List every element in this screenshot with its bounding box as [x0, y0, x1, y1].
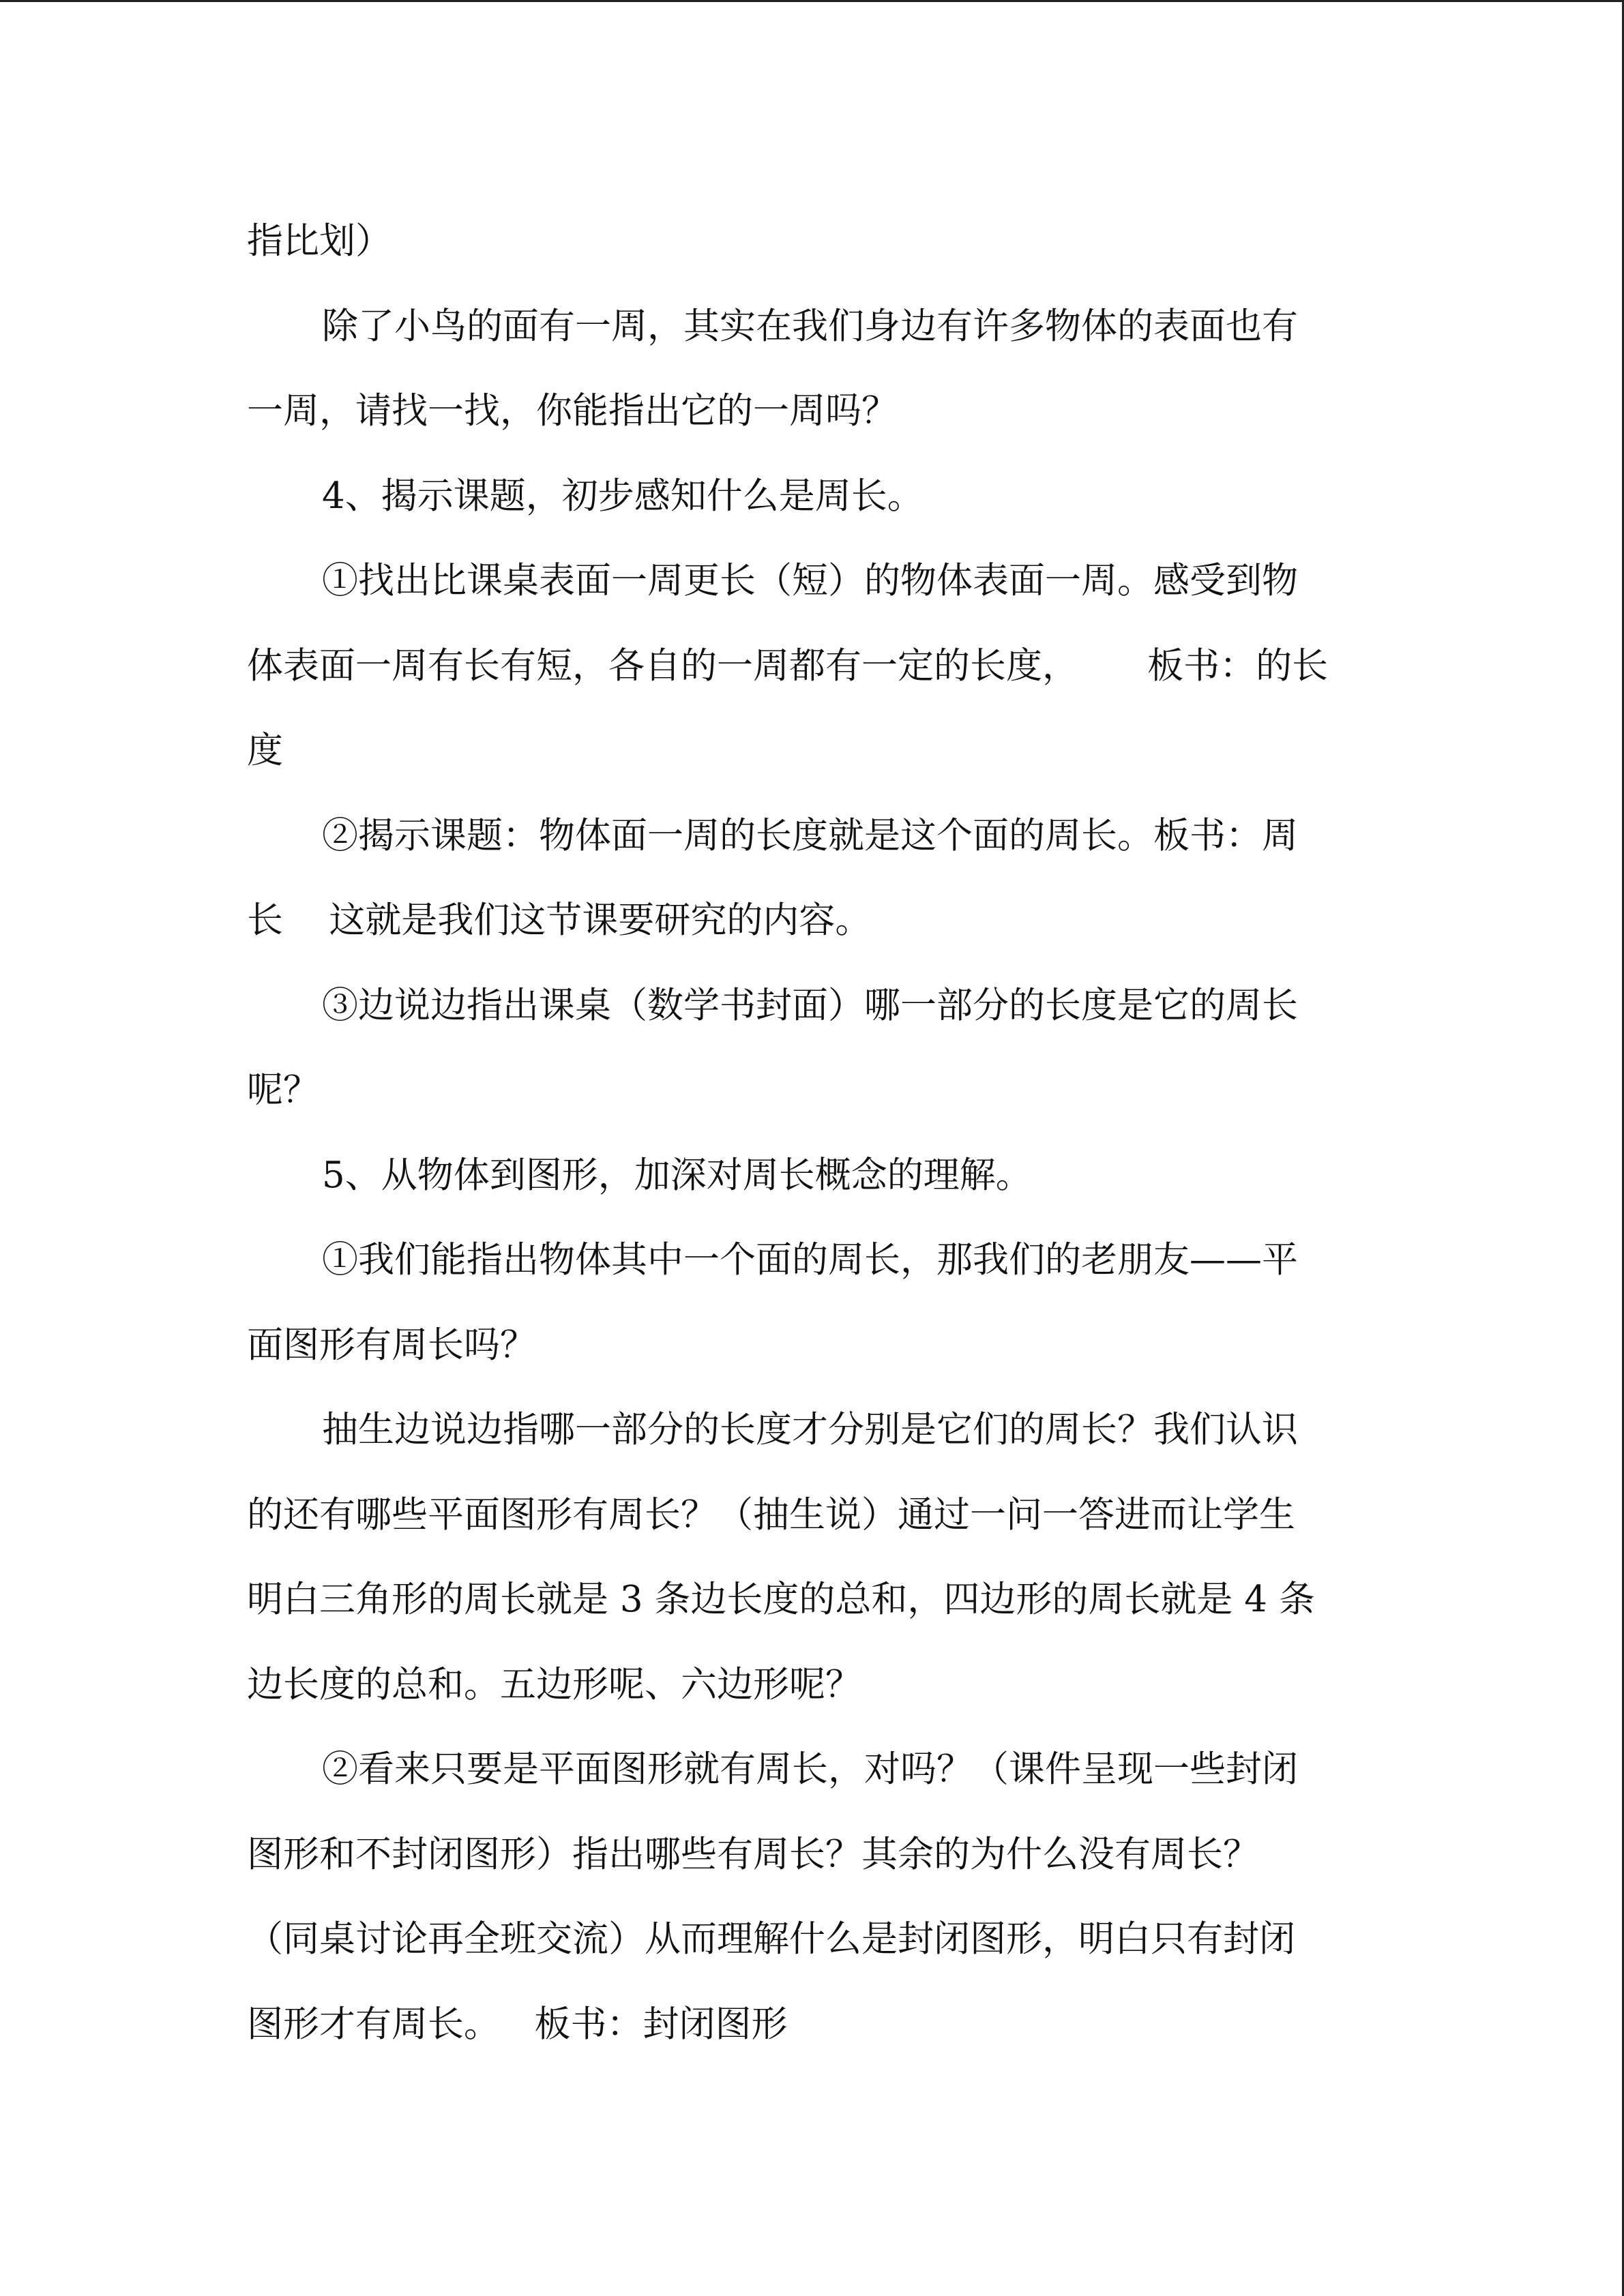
paragraph-line: ①我们能指出物体其中一个面的周长，那我们的老朋友——平: [322, 1239, 1298, 1281]
paragraph-line: 除了小鸟的面有一周，其实在我们身边有许多物体的表面也有: [322, 305, 1298, 347]
paragraph-line: 体表面一周有长有短，各自的一周都有一定的长度， 板书：的长: [247, 644, 1329, 687]
paragraph-line: 呢？: [247, 1069, 319, 1111]
paragraph-line: 长 这就是我们这节课要研究的内容。: [247, 899, 872, 941]
paragraph-line: 一周，请找一找，你能指出它的一周吗？: [247, 390, 898, 432]
page-border-top: [0, 0, 1624, 2]
document-body: [247, 199, 1379, 2067]
section-heading: 4、揭示课题，初步感知什么是周长。: [322, 475, 924, 517]
paragraph-line: 的还有哪些平面图形有周长？（抽生说）通过一问一答进而让学生: [247, 1493, 1295, 1536]
paragraph-line: 图形和不封闭图形）指出哪些有周长？其余的为什么没有周长？: [247, 1833, 1259, 1875]
paragraph-line: 面图形有周长吗？: [247, 1324, 536, 1366]
paragraph-line: ②看来只要是平面图形就有周长，对吗？（课件呈现一些封闭: [322, 1748, 1298, 1790]
paragraph-line: ①找出比课桌表面一周更长（短）的物体表面一周。感受到物: [322, 560, 1298, 601]
paragraph-line: ②揭示课题：物体面一周的长度就是这个面的周长。板书：周: [322, 814, 1298, 856]
paragraph-line: 度: [247, 730, 283, 771]
paragraph-line: 指比划）: [247, 220, 392, 262]
paragraph-line: 图形才有周长。 板书：封闭图形: [247, 2003, 788, 2045]
paragraph-line: ③边说边指出课桌（数学书封面）哪一部分的长度是它的周长: [322, 984, 1298, 1026]
paragraph-line: （同桌讨论再全班交流）从而理解什么是封闭图形，明白只有封闭: [247, 1918, 1295, 1960]
paragraph-line: 明白三角形的周长就是 3 条边长度的总和，四边形的周长就是 4 条: [247, 1579, 1315, 1620]
paragraph-line: 抽生边说边指哪一部分的长度才分别是它们的周长？我们认识: [322, 1409, 1298, 1450]
paragraph-line: 边长度的总和。五边形呢、六边形呢？: [247, 1663, 861, 1705]
section-heading: 5、从物体到图形，加深对周长概念的理解。: [322, 1154, 1032, 1196]
